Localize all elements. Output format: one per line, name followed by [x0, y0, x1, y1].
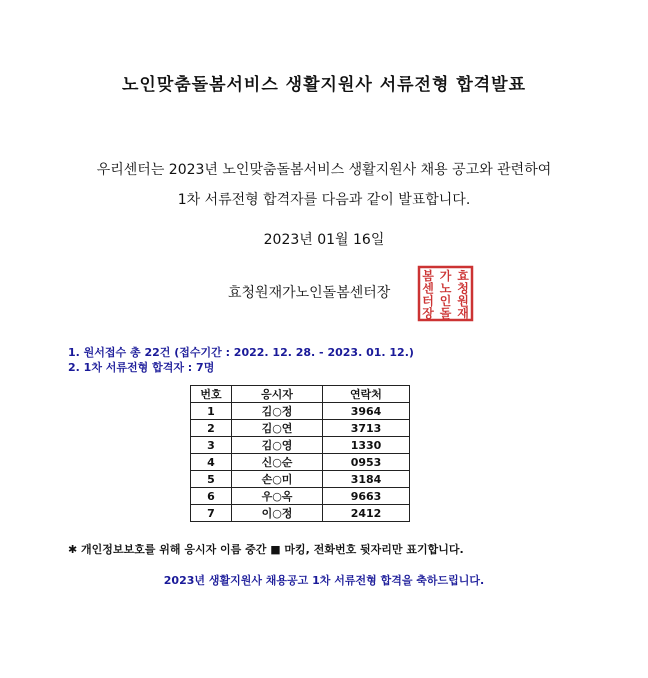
cell-contact: 9663 [323, 488, 410, 505]
cell-applicant: 손○미 [232, 471, 323, 488]
cell-applicant: 김○연 [232, 420, 323, 437]
table-row [191, 488, 410, 505]
table-row [191, 403, 410, 420]
seal-glyph: 인 [439, 294, 452, 308]
table-row [191, 471, 410, 488]
table-row [191, 505, 410, 522]
cell-number: 2 [191, 420, 232, 437]
cell-contact: 3184 [323, 471, 410, 488]
intro-paragraph [0, 155, 648, 215]
seal-glyph: 재 [457, 306, 469, 321]
results-table [190, 385, 410, 522]
cell-applicant: 김○정 [232, 403, 323, 420]
table-header-row [191, 386, 410, 403]
seal-glyph: 청 [457, 281, 469, 296]
cell-applicant: 김○영 [232, 437, 323, 454]
cell-number: 3 [191, 437, 232, 454]
cell-number: 1 [191, 403, 232, 420]
cell-contact: 2412 [323, 505, 410, 522]
seal-glyph: 효 [457, 269, 469, 283]
seal-glyph: 봄 [422, 269, 434, 283]
congratulations-message: 2023년 생활지원사 채용공고 1차 서류전형 합격을 축하드립니다. [163, 574, 485, 587]
cell-applicant: 우○옥 [232, 488, 323, 505]
table-row [191, 454, 410, 471]
header-number: 번호 [191, 386, 232, 403]
cell-applicant: 신○순 [232, 454, 323, 471]
summary-line-applications: 1. 원서접수 총 22건 (접수기간 : 2022. 12. 28. - 2023. 01. 12.) [68, 346, 414, 359]
table-row [191, 420, 410, 437]
privacy-note: ✱ 개인정보보호를 위해 응시자 이름 중간 ■ 마킹, 전화번호 뒷자리만 표기합니다. [68, 543, 464, 556]
header-applicant: 응시자 [232, 386, 323, 403]
summary-block [68, 345, 414, 375]
seal-glyph: 돌 [439, 306, 452, 321]
cell-number: 5 [191, 471, 232, 488]
seal-glyph: 장 [422, 306, 434, 321]
cell-contact: 0953 [323, 454, 410, 471]
organization-name: 효청원재가노인돌봄센터장 [228, 285, 391, 301]
cell-applicant: 이○정 [232, 505, 323, 522]
cell-number: 6 [191, 488, 232, 505]
cell-contact: 1330 [323, 437, 410, 454]
seal-glyph: 센 [422, 281, 434, 296]
cell-contact: 3964 [323, 403, 410, 420]
table-row [191, 437, 410, 454]
seal-glyph: 원 [457, 294, 469, 308]
page-title: 노인맞춤돌봄서비스 생활지원사 서류전형 합격발표 [121, 75, 527, 95]
cell-number: 7 [191, 505, 232, 522]
header-contact: 연락처 [323, 386, 410, 403]
announcement-date: 2023년 01월 16일 [263, 232, 385, 248]
seal-glyph: 터 [422, 294, 434, 308]
summary-line-passers: 2. 1차 서류전형 합격자 : 7명 [68, 361, 215, 374]
cell-number: 4 [191, 454, 232, 471]
official-seal-stamp [417, 265, 474, 322]
intro-line: 우리센터는 2023년 노인맞춤돌봄서비스 생활지원사 채용 공고와 관련하여 [96, 162, 552, 178]
seal-glyph: 노 [439, 281, 452, 296]
intro-line: 1차 서류전형 합격자를 다음과 같이 발표합니다. [177, 192, 471, 208]
seal-glyph: 가 [439, 269, 452, 283]
cell-contact: 3713 [323, 420, 410, 437]
